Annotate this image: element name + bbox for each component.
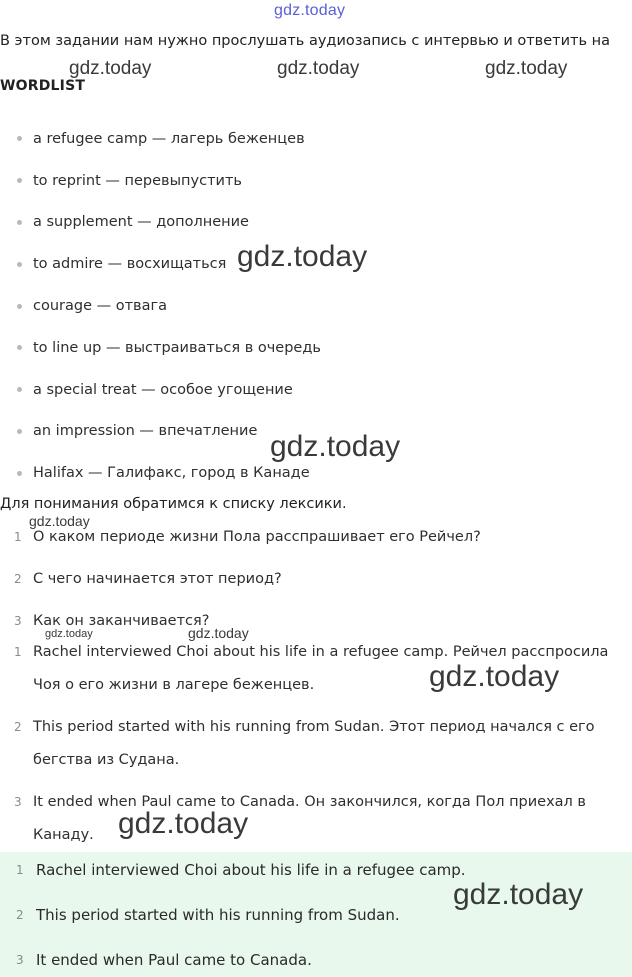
bullet-icon <box>17 304 22 309</box>
answer-number: 1 <box>14 645 22 659</box>
watermark: gdz.today <box>45 628 93 640</box>
question-text: Как он заканчивается? <box>33 613 210 629</box>
final-answer-text: This period started with his running from Sudan. <box>36 906 400 924</box>
question-number: 2 <box>14 572 22 586</box>
wordlist-item <box>0 202 632 244</box>
bullet-icon <box>17 178 22 183</box>
watermark: gdz.today <box>277 58 360 79</box>
watermark: gdz.today <box>270 430 401 463</box>
wordlist-item-text: an impression — впечатление <box>33 423 258 440</box>
answer-number: 2 <box>14 720 22 734</box>
question-row <box>0 611 632 631</box>
wordlist-item-text: a refugee camp — лагерь беженцев <box>33 130 305 147</box>
answer-row <box>0 786 632 852</box>
answer-text: Rachel interviewed Choi about his life in a refugee camp. Рейчел расспросила Чоя о его жизни в лагере беженцев. <box>33 644 609 693</box>
wordlist-item <box>0 118 632 160</box>
watermark: gdz.today <box>29 513 90 529</box>
wordlist-item <box>0 369 632 411</box>
intro-text: В этом задании нам нужно прослушать аудиозапись с интервью и ответить на <box>0 33 610 49</box>
question-text: С чего начинается этот период? <box>33 571 282 587</box>
watermark: gdz.today <box>429 660 560 693</box>
bullet-icon <box>17 471 22 476</box>
question-row <box>0 527 632 547</box>
wordlist-item-text: a special treat — особое угощение <box>33 381 293 398</box>
final-answer-number: 2 <box>16 908 24 922</box>
wordlist-item-text: to line up — выстраиваться в очередь <box>33 339 321 356</box>
watermark: gdz.today <box>188 625 249 641</box>
answer-row <box>0 711 632 777</box>
final-answer-row <box>0 860 632 880</box>
watermark: gdz.today <box>237 240 368 273</box>
bullet-icon <box>17 345 22 350</box>
answer-text: This period started with his running from Sudan. Этот период начался с его бегства из Судана. <box>33 719 595 768</box>
wordlist-title: WORDLIST <box>0 78 86 94</box>
wordlist-item-text: courage — отвага <box>33 298 167 315</box>
wordlist-item-text: to reprint — перевыпустить <box>33 172 242 189</box>
watermark-top: gdz.today <box>274 2 346 19</box>
wordlist-item-text: to admire — восхищаться <box>33 256 227 273</box>
final-answer-text: Rachel interviewed Choi about his life in a refugee camp. <box>36 861 466 879</box>
bullet-icon <box>17 387 22 392</box>
answer-number: 3 <box>14 795 22 809</box>
bullet-icon <box>17 262 22 267</box>
wordlist-item-text: a supplement — дополнение <box>33 214 249 231</box>
wordlist-item <box>0 327 632 369</box>
answer-text: It ended when Paul came to Canada. Он закончился, когда Пол приехал в Канаду. <box>33 794 586 843</box>
lead-text: Для понимания обратимся к списку лексики. <box>0 496 347 512</box>
question-number: 3 <box>14 614 22 628</box>
bullet-icon <box>17 429 22 434</box>
final-answer-number: 3 <box>16 953 24 967</box>
final-answer-text: It ended when Paul came to Canada. <box>36 951 312 969</box>
watermark: gdz.today <box>69 58 152 79</box>
watermark: gdz.today <box>118 807 249 840</box>
watermark: gdz.today <box>485 58 568 79</box>
bullet-icon <box>17 136 22 141</box>
wordlist-item-text: Halifax — Галифакс, город в Канаде <box>33 465 310 482</box>
question-text: О каком периоде жизни Пола расспрашивает его Рейчел? <box>33 529 481 545</box>
bullet-icon <box>17 220 22 225</box>
question-row <box>0 569 632 589</box>
wordlist-item <box>0 285 632 327</box>
wordlist-item <box>0 160 632 202</box>
final-answer-number: 1 <box>16 863 24 877</box>
watermark: gdz.today <box>453 878 584 911</box>
final-answer-row <box>0 950 632 970</box>
question-number: 1 <box>14 530 22 544</box>
